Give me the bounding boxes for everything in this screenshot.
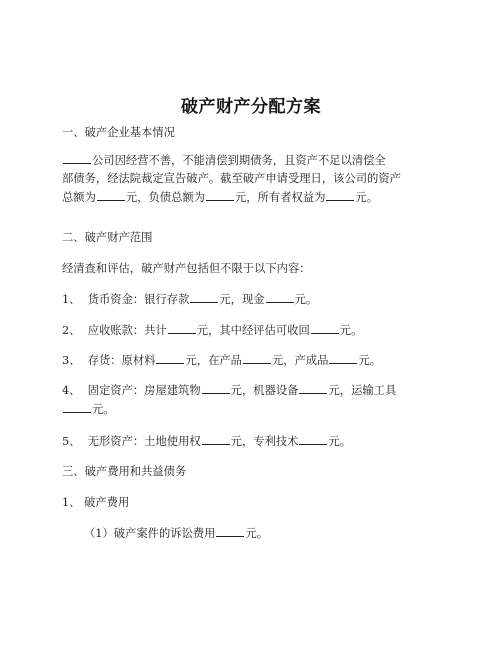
document-title: 破产财产分配方案 — [181, 97, 321, 117]
fill-blank — [97, 189, 125, 201]
fill-blank — [63, 401, 91, 413]
paragraph-line: 部债务，经法院裁定宣告破产。截至破产申请受理日，该公司的资产 — [62, 172, 401, 185]
fill-blank — [63, 152, 91, 164]
paragraph-line: 公司因经营不善，不能清偿到期债务，且资产不足以清偿全 — [62, 151, 442, 171]
fill-blank — [168, 322, 196, 334]
fill-blank — [299, 382, 327, 394]
fill-blank — [206, 189, 234, 201]
paragraph-line: 经清查和评估，破产财产包括但不限于以下内容： — [62, 262, 311, 275]
section-heading: 一、破产企业基本情况 — [62, 126, 175, 139]
subheading: 1、 破产费用 — [62, 496, 130, 509]
section-heading: 二、破产财产范围 — [62, 231, 153, 244]
section-heading: 三、破产费用和共益债务 — [62, 465, 187, 478]
fill-blank — [326, 189, 354, 201]
fill-blank — [329, 352, 357, 364]
fill-blank — [190, 291, 218, 303]
fill-blank — [216, 525, 244, 537]
fill-blank — [202, 382, 230, 394]
list-item: 3、 存货：原材料 元，在产品 元，产成品 元。 — [62, 354, 382, 367]
list-item: 4、 固定资产：房屋建筑物 元，机器设备 元，运输工具 — [62, 384, 397, 397]
list-item: 2、 应收账款：共计 元，其中经评估可收回 元。 — [62, 324, 363, 337]
fill-blank — [202, 433, 230, 445]
fill-blank — [266, 291, 294, 303]
fill-blank — [311, 322, 339, 334]
list-item: （1）破产案件的诉讼费用 元。 — [84, 527, 269, 540]
fill-blank — [299, 433, 327, 445]
list-item: 5、 无形资产：土地使用权 元，专利技术 元。 — [62, 435, 352, 448]
fill-blank — [156, 352, 184, 364]
paragraph-line: 总额为 元，负债总额为 元，所有者权益为 元。 — [62, 191, 378, 204]
list-item-continued: 元。 — [62, 400, 442, 420]
list-item: 1、 货币资金：银行存款 元，现金 元。 — [62, 293, 318, 306]
fill-blank — [243, 352, 271, 364]
